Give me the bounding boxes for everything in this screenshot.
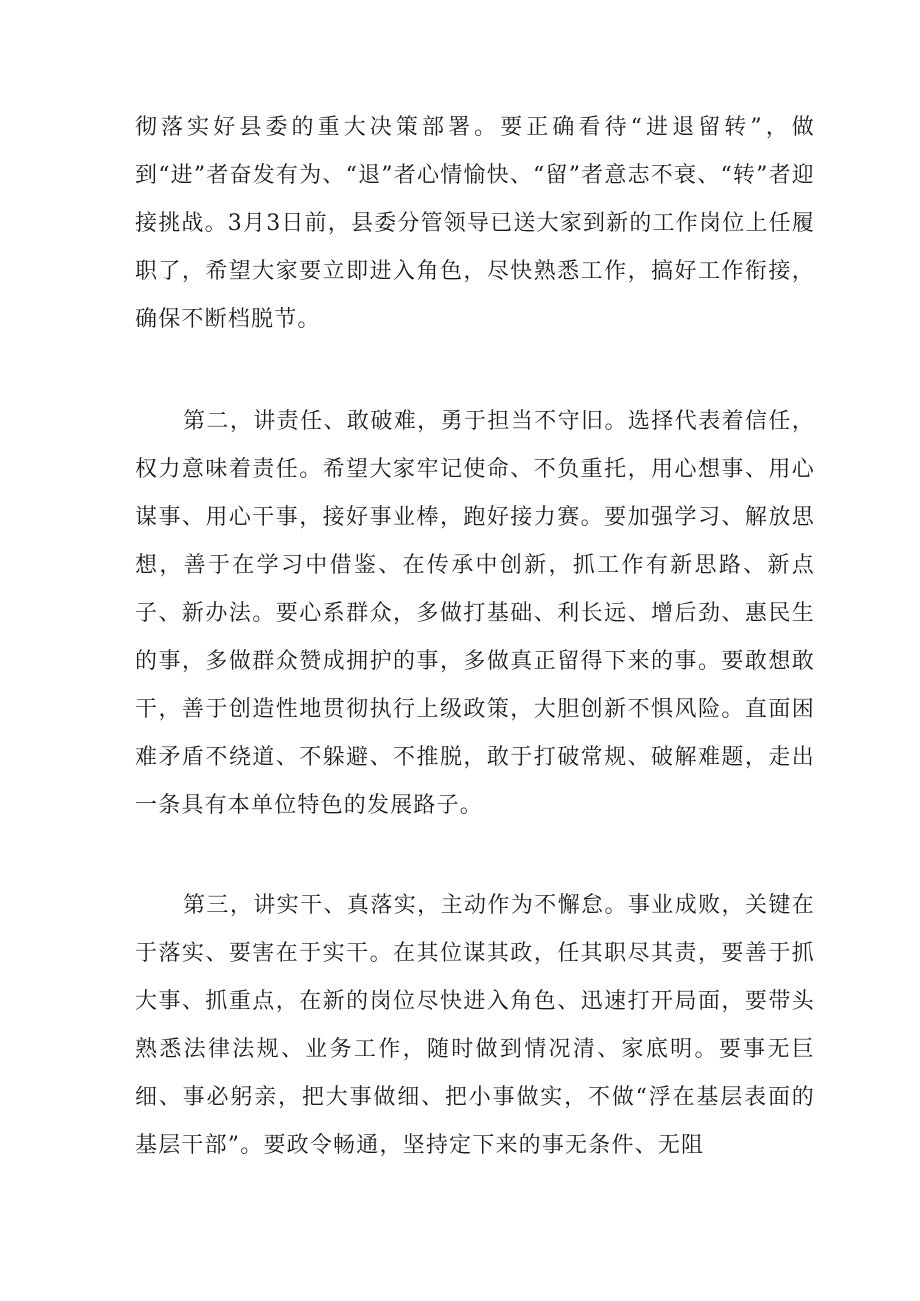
paragraph-second-point: 第二，讲责任、敢破难，勇于担当不守旧。选择代表着信任，权力意味着责任。希望大家牢记使命、不负重托，用心想事、用心谋事、用心干事，接好事业棒，跑好接力赛。要加强学习、解放思想，善于在学习中借鉴、在传承中创新，抓工作有新思路、新点子、新办法。要心系群众，多做打基础、利长远、增后劲、惠民生的事，多做群众赞成拥护的事，多做真正留得下来的事。要敢想敢干，善于创造性地贯彻执行上级政策，大胆创新不惧风险。直面困难矛盾不绕道、不躲避、不推脱，敢于打破常规、破解难题，走出一条具有本单位特色的发展路子。 (135, 409, 815, 818)
paragraph-third-point: 第三，讲实干、真落实，主动作为不懈怠。事业成败，关键在于落实、要害在于实干。在其位谋其政，任其职尽其责，要善于抓大事、抓重点，在新的岗位尽快进入角色、迅速打开局面，要带头熟悉法律法规、业务工作，随时做到情况清、家底明。要事无巨细、事必躬亲，把大事做细、把小事做实，不做“浮在基层表面的基层干部”。要政令畅通，坚持定下来的事无条件、无阻 (135, 893, 815, 1158)
paragraph-continuation: 彻落实好县委的重大决策部署。要正确看待“进退留转”，做到“进”者奋发有为、“退”者心情愉快、“留”者意志不衰、“转”者迎接挑战。3月3日前，县委分管领导已送大家到新的工作岗位上任履职了，希望大家要立即进入角色，尽快熟悉工作，搞好工作衔接，确保不断档脱节。 (135, 115, 815, 332)
